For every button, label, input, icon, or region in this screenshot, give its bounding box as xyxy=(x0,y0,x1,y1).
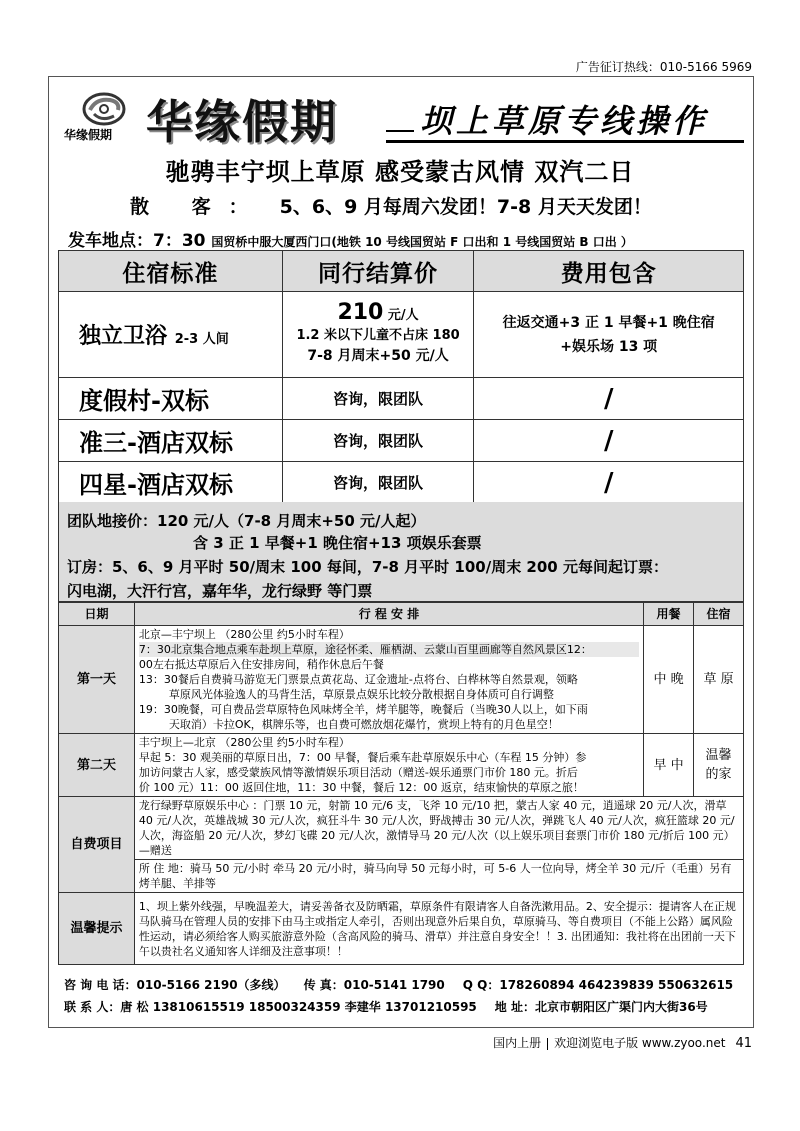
itinerary-table xyxy=(58,602,744,965)
tips-label: 温馨提示 xyxy=(59,893,135,965)
day-stay: 温馨 的家 xyxy=(694,734,744,797)
schedule-line: 加访问蒙古人家，感受蒙族风情等激情娱乐项目活动（赠送-娱乐通票门市价 180 元。折后 xyxy=(138,766,578,779)
day-meal: 早 中 xyxy=(644,734,694,797)
departure-text: 国贸桥中服大厦西门口(地铁 10 号线国贸站 F 口出和 1 号线国贸站 B 口出 ） xyxy=(211,235,633,249)
departure-label: 发车地点：7：30 xyxy=(68,231,206,251)
price-header-price: 同行结算价 xyxy=(282,251,474,292)
day-schedule xyxy=(134,626,643,734)
page-number: 41 xyxy=(735,1036,752,1051)
brand-title: 华缘假期 xyxy=(146,95,338,149)
extra-local: 所 住 地：骑马 50 元/小时 牵马 20 元/小时，骑马向导 50 元每小时，可 5-6 人一位向导，烤全羊 30 元/斤（毛重）另有烤羊腿、羊排等 xyxy=(138,862,732,890)
contact-persons: 唐 松 13810615519 18500324359 李建华 13701210595 xyxy=(120,1000,477,1014)
price-row xyxy=(59,420,744,462)
headline: 驰骋丰宁坝上草原 感受蒙古风情 双汽二日 xyxy=(165,158,635,186)
tier-name: 独立卫浴 xyxy=(79,324,168,349)
price-ask: 咨询，限团队 xyxy=(282,378,474,420)
itin-header-schedule: 行 程 安 排 xyxy=(134,603,643,626)
departure-line xyxy=(68,226,633,251)
weekend-price: 7-8 月周末+50 元/人 xyxy=(307,348,449,364)
itin-day-row xyxy=(59,626,744,734)
contact-block xyxy=(64,974,733,1018)
group-price-box xyxy=(58,502,744,602)
price-row xyxy=(59,462,744,504)
extra-label: 自费项目 xyxy=(59,797,135,893)
logo-text: 华缘假期 xyxy=(64,128,113,142)
price-row xyxy=(59,378,744,420)
price-value: 210 xyxy=(337,300,384,325)
day-label: 第二天 xyxy=(59,734,135,797)
price-header-lodging: 住宿标准 xyxy=(59,251,283,292)
day-schedule xyxy=(134,734,643,797)
footer-divider xyxy=(547,1038,548,1050)
include-line-2: +娱乐场 13 项 xyxy=(560,338,658,355)
itin-day-row xyxy=(59,734,744,797)
phone-number: 010-5166 2190（多线） xyxy=(136,978,286,992)
include-none: / xyxy=(474,420,744,462)
fax-number: 010-5141 1790 xyxy=(343,978,445,992)
itin-tips-row xyxy=(59,893,744,965)
price-cell xyxy=(282,292,474,378)
swirl-logo-icon xyxy=(82,92,126,126)
footer-slogan: 欢迎浏览电子版 www.zyoo.net xyxy=(554,1036,726,1050)
footer-section: 国内上册 xyxy=(493,1036,542,1050)
price-ask: 咨询，限团队 xyxy=(282,462,474,504)
phone-label: 咨 询 电 话： xyxy=(64,978,137,992)
price-table xyxy=(58,250,744,504)
group-include: 含 3 正 1 早餐+1 晚住宿+13 项娱乐套票 xyxy=(193,534,482,552)
schedule-line: 草原风光体验逸人的马背生活，草原景点娱乐比较分散根据自身体质可自行调整 xyxy=(168,688,554,701)
qq-numbers: 178260894 464239839 550632615 xyxy=(499,978,734,992)
fax-label: 传 真： xyxy=(303,978,344,992)
sanke-label: 散 客： xyxy=(130,196,266,218)
itin-header-date: 日期 xyxy=(59,603,135,626)
day-title: 丰宁坝上—北京 （280公里 约5小时车程） xyxy=(138,736,350,749)
room-booking: 订房：5、6、9 月平时 50/周末 100 每间，7-8 月平时 100/周末 200 元每间起订票： xyxy=(67,558,668,576)
title-dash xyxy=(386,130,414,132)
child-price: 1.2 米以下儿童不占床 180 xyxy=(296,328,460,343)
schedule-line: 19：30晚餐，可自费品尝草原特色风味烤全羊，烤羊腿等，晚餐后（当晚30人以上，如下雨 xyxy=(138,703,588,716)
tier-cell xyxy=(59,292,283,378)
price-header-include: 费用包含 xyxy=(474,251,744,292)
tier-name: 度假村-双标 xyxy=(59,378,283,420)
include-none: / xyxy=(474,378,744,420)
group-price: 团队地接价：120 元/人（7-8 月周末+50 元/人起） xyxy=(67,512,426,530)
schedule-line: 早起 5：30 观美丽的草原日出，7：00 早餐，餐后乘车赴草原娱乐中心（车程 15 分钟）参 xyxy=(138,751,587,764)
header xyxy=(60,84,744,148)
price-unit: 元/人 xyxy=(387,308,419,323)
schedule-line: 13：30餐后自费骑马游览无门票景点黄花岛、辽金遗址-点将台、白桦林等自然景观，领略 xyxy=(138,673,578,686)
price-ask: 咨询，限团队 xyxy=(282,420,474,462)
qq-label: Q Q： xyxy=(462,978,500,992)
tier-name: 准三-酒店双标 xyxy=(59,420,283,462)
schedule-line: 价 100 元）11：00 返回住地，11：30 中餐，餐后 12：00 返京，结束愉快的草原之旅！ xyxy=(138,781,584,794)
include-none: / xyxy=(474,462,744,504)
day-title: 北京—丰宁坝上 （280公里 约5小时车程） xyxy=(138,628,350,641)
tips-text: 1、坝上紫外线强，早晚温差大，请妥善备衣及防晒霜，草原条件有限请客人自备洗漱用品。2、安全提示：提请客人在正规马队骑马在管理人员的安排下由马主或指定人牵引，否则出现意外后果自负，草原骑马、等自费项目（不能上公路）属风险性运动，请必须给客人购买旅游意外险（含高风险的骑马、滑草）并注意自身安全！！3. 出团通知：我社将在出团前一天下午以贵社名义通知客人详细及注意事项！！ xyxy=(134,893,743,965)
title-underline xyxy=(386,140,744,143)
extra-items: 龙行绿野草原娱乐中心 ：门票 10 元，射箭 10 元/6 支，飞斧 10 元/10 把，蒙古人家 40 元，逍遥球 20 元/人次，滑草 40 元/人次，英雄战城 30 元/人次，疯狂斗牛 30 元/人次，野战搏击 30 元/人次，弹跳飞人 40 元/人次，疯狂篮球 20 元/人次，海盗船 20 元/人次，梦幻飞碟 20 元/人次，激情导马 20 元/人次（以上娱乐项目套票门市价 180 元/折后 100 元）—赠送 xyxy=(135,797,743,860)
sanke-line xyxy=(130,192,652,219)
tier-note: 2-3 人间 xyxy=(174,332,229,347)
day-meal: 中 晚 xyxy=(644,626,694,734)
page-footer xyxy=(493,1034,752,1051)
schedule-line: 7：30北京集合地点乘车赴坝上草原，途径怀柔、雁栖湖、云蒙山百里画廊等自然风景区12： xyxy=(139,642,639,657)
include-cell xyxy=(474,292,744,378)
tier-name: 四星-酒店双标 xyxy=(59,462,283,504)
schedule-line: 天取消）卡拉OK，棋牌乐等，也自费可燃放烟花爆竹，赏坝上特有的月色星空！ xyxy=(168,718,559,731)
price-row xyxy=(59,292,744,378)
address: 北京市朝阳区广渠门内大街36号 xyxy=(534,1000,708,1014)
route-title: 坝上草原专线操作 xyxy=(420,102,709,140)
day-stay: 草 原 xyxy=(694,626,744,734)
itin-extra-row xyxy=(59,797,744,893)
sanke-text: 5、6、9 月每周六发团！7-8 月天天发团！ xyxy=(279,196,652,218)
address-label: 地 址： xyxy=(494,1000,535,1014)
include-line-1: 往返交通+3 正 1 早餐+1 晚住宿 xyxy=(502,314,715,331)
itin-header-meal: 用餐 xyxy=(644,603,694,626)
itin-header-stay: 住宿 xyxy=(694,603,744,626)
extra-cell xyxy=(134,797,743,893)
person-label: 联 系 人： xyxy=(64,1000,121,1014)
day-label: 第一天 xyxy=(59,626,135,734)
schedule-line: 00左右抵达草原后入住安排房间，稍作休息后午餐 xyxy=(138,658,384,671)
ad-hotline: 广告征订热线：010-5166 5969 xyxy=(575,60,752,74)
ticket-list: 闪电湖，大汗行宫，嘉年华，龙行绿野 等门票 xyxy=(67,582,373,600)
